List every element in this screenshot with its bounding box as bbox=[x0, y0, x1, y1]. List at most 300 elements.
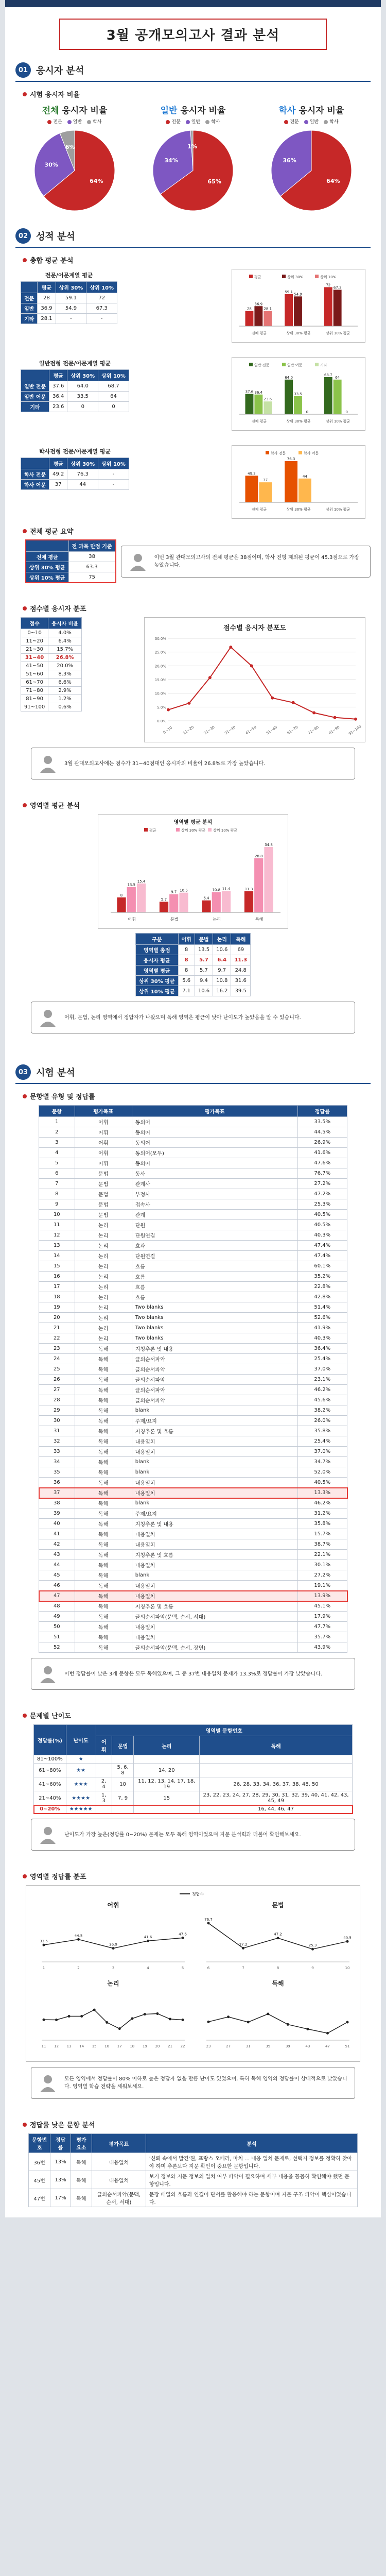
data-label: 54.9 bbox=[294, 292, 302, 297]
table-cell: 11 bbox=[39, 1220, 75, 1230]
table-row bbox=[39, 1426, 347, 1436]
x-tick-label: 15 bbox=[92, 2044, 97, 2048]
table-cell: 1 bbox=[39, 1117, 75, 1127]
table-cell: 독해 bbox=[75, 1436, 132, 1447]
data-label: 27.2 bbox=[239, 1942, 248, 1947]
table-caption: 전문/어문계열 평균 bbox=[45, 272, 93, 279]
x-tick-label: 21~30 bbox=[203, 725, 216, 736]
data-label: 64.0 bbox=[285, 375, 293, 380]
table-cell: 내용일치 bbox=[132, 1539, 297, 1550]
section-title: 응시자 분석 bbox=[36, 65, 84, 76]
pie-title bbox=[18, 103, 131, 116]
data-label: 6.4 bbox=[203, 896, 209, 901]
subsection-title: 영역별 정답률 분포 bbox=[23, 1871, 371, 1881]
table-row bbox=[39, 1529, 347, 1539]
x-tick-label: 21 bbox=[167, 2044, 172, 2048]
bar bbox=[294, 396, 302, 414]
subsection-title: 문항별 유형 및 정답률 bbox=[23, 1091, 371, 1101]
table-cell: 독해 bbox=[75, 1509, 132, 1519]
table-row bbox=[39, 1488, 347, 1498]
column-header: 어휘 bbox=[178, 934, 195, 945]
table-cell: 36 bbox=[39, 1478, 75, 1488]
table-row bbox=[39, 1436, 347, 1447]
table-cell: 37.6 bbox=[49, 381, 67, 392]
table-cell: 주제/요지 bbox=[132, 1416, 297, 1426]
table-cell: 내용일치 bbox=[132, 1529, 297, 1539]
table-cell: 15.7% bbox=[297, 1529, 347, 1539]
table-header-row bbox=[21, 618, 82, 629]
table-cell: 47.2% bbox=[297, 1189, 347, 1199]
column-header: 평가목표 bbox=[92, 2134, 146, 2153]
tick-label: 전체 평균 bbox=[251, 331, 267, 335]
table-row bbox=[39, 1622, 347, 1632]
table-cell: 19.1% bbox=[297, 1581, 347, 1591]
table-row bbox=[21, 703, 82, 711]
table-cell: 39.5 bbox=[231, 986, 251, 996]
pie-title bbox=[255, 103, 368, 116]
table-cell: 38 bbox=[68, 552, 115, 562]
table-cell: 7 bbox=[39, 1179, 75, 1189]
pie-svg bbox=[149, 127, 237, 214]
table-cell: 흐름 bbox=[132, 1272, 297, 1282]
column-header: 상위 30% bbox=[67, 458, 98, 469]
bar bbox=[137, 884, 146, 912]
table-cell: 8 bbox=[39, 1189, 75, 1199]
person-icon bbox=[38, 1007, 58, 1028]
legend-swatch bbox=[166, 120, 170, 124]
line-charts bbox=[26, 1885, 360, 2062]
table-header-row bbox=[26, 540, 116, 552]
data-label: 10.5 bbox=[180, 888, 188, 893]
data-point bbox=[43, 1944, 45, 1946]
table-cell: 독해 bbox=[75, 1632, 132, 1642]
pie-legend bbox=[136, 118, 250, 125]
table-cell: 관계사 bbox=[132, 1179, 297, 1189]
data-point bbox=[112, 1947, 115, 1950]
data-label: 49.2 bbox=[248, 471, 256, 476]
column-header bbox=[21, 458, 49, 469]
table-cell: 13.3% bbox=[297, 1488, 347, 1498]
table-cell: 6 bbox=[39, 1168, 75, 1179]
table-cell: 내용일치 bbox=[132, 1478, 297, 1488]
bar bbox=[264, 311, 272, 326]
table-cell: 54.9 bbox=[56, 303, 86, 314]
data-point bbox=[147, 1940, 149, 1942]
table-cell: 5.7 bbox=[195, 965, 213, 976]
legend-label: 학사 어문 bbox=[304, 451, 319, 455]
data-point bbox=[169, 2018, 171, 2020]
table-cell: 독해 bbox=[75, 1581, 132, 1591]
table-cell: 26.8% bbox=[48, 654, 82, 662]
table-cell: 글의순서파악(문맥, 순서, 서대) bbox=[92, 2189, 146, 2207]
data-label: 37 bbox=[263, 478, 268, 483]
tick-label: 논리 bbox=[213, 917, 221, 922]
table-cell: 40.5% bbox=[297, 1210, 347, 1220]
table-cell: 40.5% bbox=[297, 1220, 347, 1230]
table-cell: 글의순서파악 bbox=[132, 1385, 297, 1395]
data-label: 28.8 bbox=[254, 854, 263, 858]
x-tick-label: 10 bbox=[345, 1966, 350, 1970]
table-cell: 독해 bbox=[75, 1364, 132, 1375]
column-header: 상위 30% bbox=[56, 282, 86, 293]
table-cell: 32 bbox=[39, 1436, 75, 1447]
table-cell: 21 bbox=[39, 1323, 75, 1333]
table-cell bbox=[200, 1764, 353, 1777]
table-cell: 글의순서파악(문맥, 순서, 서대) bbox=[132, 1612, 297, 1622]
slice-label: 30% bbox=[44, 161, 58, 168]
column-header: 문항 bbox=[39, 1106, 75, 1117]
table-cell: blank bbox=[132, 1467, 297, 1478]
table-cell: 38.2% bbox=[297, 1405, 347, 1416]
bar bbox=[324, 287, 332, 326]
note-text: 이번 3월 관대모의고사의 전체 평균은 38점이며, 학사 전형 제외된 평균이 45.3점으로 가장 높았습니다. bbox=[154, 554, 359, 568]
table-row bbox=[26, 572, 116, 583]
table-cell: 37 bbox=[49, 480, 67, 490]
legend-swatch bbox=[315, 363, 319, 366]
table-cell: 5.6 bbox=[178, 976, 195, 986]
bar bbox=[117, 897, 126, 912]
table-cell: 52 bbox=[39, 1642, 75, 1653]
table-cell: 기타 bbox=[21, 314, 38, 324]
table-cell: 관계 bbox=[132, 1210, 297, 1220]
bar bbox=[212, 892, 221, 912]
column-header: 상위 10% bbox=[98, 458, 129, 469]
column-header: 응시자 비율 bbox=[48, 618, 82, 629]
table-cell: 36.9 bbox=[38, 303, 56, 314]
table-cell: 일반 어문 bbox=[21, 392, 49, 402]
table-cell: 51 bbox=[39, 1632, 75, 1642]
table-cell: ★★★★★ bbox=[66, 1805, 96, 1814]
table-cell: 22.8% bbox=[297, 1282, 347, 1292]
table-cell: 0~20% bbox=[34, 1805, 66, 1814]
slice-label: 1% bbox=[187, 143, 197, 150]
legend-swatch bbox=[284, 120, 288, 124]
column-header: 평가목표 bbox=[132, 1106, 297, 1117]
y-tick-label: 20.0% bbox=[154, 664, 166, 669]
area-chart bbox=[98, 814, 288, 929]
table-cell: 38.7% bbox=[297, 1539, 347, 1550]
bar bbox=[245, 394, 254, 414]
x-tick-label: 39 bbox=[285, 2044, 290, 2048]
summary-table bbox=[26, 540, 116, 583]
data-point bbox=[131, 2018, 133, 2020]
table-cell: 글의순서파악(문맥, 순서, 장면) bbox=[132, 1642, 297, 1653]
chart-title: 어휘 bbox=[107, 1902, 119, 1909]
data-point bbox=[354, 718, 357, 721]
table-cell: 어휘 bbox=[75, 1117, 132, 1127]
table-cell: 31 bbox=[39, 1426, 75, 1436]
bar bbox=[259, 482, 272, 502]
table-row bbox=[135, 986, 250, 996]
table-row bbox=[21, 381, 129, 392]
data-label: 15.4 bbox=[137, 879, 146, 884]
table-row bbox=[39, 1333, 347, 1344]
x-tick-label: 43 bbox=[305, 2044, 310, 2048]
section-header bbox=[15, 1064, 371, 1080]
table-row bbox=[21, 469, 129, 480]
table-cell: 38 bbox=[39, 1498, 75, 1509]
table-cell: 지칭추론 및 흐름 bbox=[132, 1550, 297, 1560]
note-text: 어휘, 문법, 논리 영역에서 정답자가 나왔으며 독해 영역은 평균이 낮아 난이도가 높았음을 알 수 있습니다. bbox=[64, 1014, 301, 1021]
table-cell: 8 bbox=[178, 965, 195, 976]
bar bbox=[254, 306, 262, 326]
bar-chart-1 bbox=[232, 269, 365, 343]
x-tick-label: 51~60 bbox=[266, 725, 278, 736]
section-divider bbox=[15, 81, 371, 82]
table-cell: 내용일치 bbox=[132, 1447, 297, 1457]
table-row bbox=[39, 1642, 347, 1653]
legend-entry: 전문 bbox=[47, 118, 62, 125]
table-cell: 상위 10% 평균 bbox=[135, 986, 178, 996]
table-row bbox=[39, 1344, 347, 1354]
table-cell: 독해 bbox=[75, 1529, 132, 1539]
table-cell: 29 bbox=[39, 1405, 75, 1416]
bar bbox=[294, 296, 302, 326]
table-cell: 동사 bbox=[132, 1168, 297, 1179]
data-label: 11.3 bbox=[244, 887, 253, 891]
bar-chart-3 bbox=[232, 445, 365, 519]
data-point bbox=[346, 1940, 349, 1943]
table-cell: 43 bbox=[39, 1550, 75, 1560]
table-cell: 논리 bbox=[75, 1230, 132, 1241]
column-header: 분석 bbox=[146, 2134, 357, 2153]
table-cell: 동의어 bbox=[132, 1127, 297, 1138]
table-cell bbox=[112, 1755, 134, 1764]
table-header-row bbox=[21, 458, 129, 469]
data-point bbox=[106, 2021, 108, 2024]
table-cell: 단원 bbox=[132, 1220, 297, 1230]
x-tick-label: 9 bbox=[311, 1966, 314, 1970]
table-cell: 글의순서파악 bbox=[132, 1395, 297, 1405]
table-cell: 독해 bbox=[71, 2189, 92, 2207]
table-cell: 독해 bbox=[75, 1395, 132, 1405]
table-cell: 47.4% bbox=[297, 1241, 347, 1251]
table-cell: 독해 bbox=[75, 1488, 132, 1498]
table-cell: 26.0% bbox=[297, 1416, 347, 1426]
data-point bbox=[311, 1948, 314, 1951]
tick-label: 상위 10% 평균 bbox=[326, 507, 350, 512]
column-header: 독해 bbox=[231, 934, 251, 945]
table-cell: 내용일치 bbox=[132, 1622, 297, 1632]
table-cell: 17.9% bbox=[297, 1612, 347, 1622]
table-cell: 52.6% bbox=[297, 1313, 347, 1323]
table-cell: 8 bbox=[178, 945, 195, 955]
table-row bbox=[26, 562, 116, 572]
table-cell: 41.6% bbox=[297, 1148, 347, 1158]
report-title: 3월 공개모의고사 결과 분석 bbox=[59, 19, 327, 50]
column-header: 어휘 bbox=[96, 1736, 112, 1755]
data-label: 26.9 bbox=[109, 1942, 117, 1947]
column-header: 상위 30% bbox=[67, 370, 98, 381]
table-cell: 영역별 평균 bbox=[135, 965, 178, 976]
data-point bbox=[312, 711, 315, 715]
table-row bbox=[21, 637, 82, 646]
table-row bbox=[39, 1189, 347, 1199]
data-label: 59.1 bbox=[285, 290, 293, 294]
table-cell: 문법 bbox=[75, 1199, 132, 1210]
table-cell: 2 bbox=[39, 1127, 75, 1138]
table-row bbox=[21, 654, 82, 662]
table-cell: ★★★ bbox=[66, 1777, 96, 1791]
table-row bbox=[39, 1509, 347, 1519]
table-cell: 19 bbox=[39, 1302, 75, 1313]
top-bar bbox=[5, 0, 381, 7]
data-point bbox=[93, 2009, 96, 2011]
table-cell: 33.5 bbox=[67, 392, 98, 402]
data-point bbox=[43, 2019, 45, 2021]
table-cell: 14 bbox=[39, 1251, 75, 1261]
data-point bbox=[68, 2015, 71, 2018]
table-cell: 22.1% bbox=[297, 1550, 347, 1560]
table-cell: Two blanks bbox=[132, 1302, 297, 1313]
data-label: 33.5 bbox=[294, 392, 302, 396]
x-tick-label: 18 bbox=[130, 2044, 135, 2048]
table-row bbox=[39, 1385, 347, 1395]
table-cell: 10 bbox=[39, 1210, 75, 1220]
note-distribution bbox=[31, 748, 355, 779]
table-cell: 5 bbox=[39, 1158, 75, 1168]
table-cell: 81~90 bbox=[21, 695, 48, 703]
y-tick-label: 0.0% bbox=[157, 719, 166, 723]
data-point bbox=[77, 1938, 80, 1941]
data-label: 9.7 bbox=[171, 890, 177, 894]
column-header bbox=[21, 370, 49, 381]
table-row bbox=[39, 1168, 347, 1179]
note-text: 이번 정답률이 낮은 3개 문항은 모두 독해였으며, 그 중 37번 내용일치 문제가 13.3%로 정답률이 가장 낮았습니다. bbox=[64, 1671, 322, 1677]
table-row bbox=[135, 955, 250, 965]
subsection-title: 영역별 평균 분석 bbox=[23, 800, 371, 810]
table-cell: '신뢰 속에서 발견'된, 프랑스 오페라, 마치 ... 내용 일치 문제로, 선택지 정보를 정확히 찾아야 하며 추론보다 지문 확인이 중요한 문항입니다. bbox=[146, 2153, 357, 2171]
table-row bbox=[135, 976, 250, 986]
table-cell: 31.6 bbox=[231, 976, 251, 986]
table-row bbox=[21, 679, 82, 687]
legend-swatch bbox=[282, 363, 286, 366]
chart-title: 영역별 평균 분석 bbox=[173, 820, 213, 825]
table-row bbox=[21, 646, 82, 654]
table-cell: 어휘 bbox=[75, 1127, 132, 1138]
table-cell: 독해 bbox=[75, 1375, 132, 1385]
table-row bbox=[34, 1755, 353, 1764]
score-table-3 bbox=[21, 457, 129, 490]
table-cell: 69 bbox=[231, 945, 251, 955]
table-cell: 23, 22, 23, 24, 27, 28, 29, 30, 31, 32, 39, 40, 41, 42, 43, 45, 49 bbox=[200, 1791, 353, 1805]
table-cell: 24.8 bbox=[231, 965, 251, 976]
table-cell: 독해 bbox=[75, 1354, 132, 1364]
table-cell: 논리 bbox=[75, 1241, 132, 1251]
table-row bbox=[29, 2189, 358, 2207]
table-cell: 16.2 bbox=[213, 986, 231, 996]
x-tick-label: 3 bbox=[112, 1966, 115, 1970]
column-header: 평가요소 bbox=[71, 2134, 92, 2153]
column-header: 정답률 bbox=[297, 1106, 347, 1117]
person-icon bbox=[38, 1824, 58, 1845]
section-exam bbox=[15, 1064, 371, 2207]
table-cell: 0 bbox=[67, 402, 98, 412]
table-cell: 37.0% bbox=[297, 1447, 347, 1457]
column-header: 평가목표 bbox=[75, 1106, 132, 1117]
person-icon bbox=[128, 551, 148, 572]
legend-entry: 전문 bbox=[166, 118, 180, 125]
table-cell: 20.0% bbox=[48, 662, 82, 670]
x-tick-label: 19 bbox=[142, 2044, 147, 2048]
table-cell: 10 bbox=[112, 1777, 134, 1791]
table-header-row bbox=[21, 282, 117, 293]
table-cell: 18 bbox=[39, 1292, 75, 1302]
tick-label: 문법 bbox=[170, 917, 179, 922]
table-cell: ★★ bbox=[66, 1764, 96, 1777]
legend-swatch bbox=[205, 120, 209, 124]
table-cell: 1.2% bbox=[48, 695, 82, 703]
data-point bbox=[306, 2028, 309, 2030]
note-text: 난이도가 가장 높은(정답률 0~20%) 문제는 모두 독해 영역이었으며 지문 분석력과 더불어 확인해보세요. bbox=[64, 1832, 301, 1838]
table-cell: 23.6 bbox=[49, 402, 67, 412]
x-tick-label: 71~80 bbox=[307, 725, 320, 736]
table-cell: 27.2% bbox=[297, 1179, 347, 1189]
table-cell: 문장 배열의 흐름과 연결어 단서를 활용해야 하는 문항이며 지문 구조 파악이 핵심이었습니다. bbox=[146, 2189, 357, 2207]
legend-swatch bbox=[186, 120, 190, 124]
table-cell: 41 bbox=[39, 1529, 75, 1539]
section-divider bbox=[15, 247, 371, 248]
bullet-icon bbox=[23, 2123, 27, 2127]
table-cell: 단원연결 bbox=[132, 1251, 297, 1261]
area-table bbox=[135, 933, 251, 996]
table-cell: 15 bbox=[134, 1791, 200, 1805]
table-cell: 49.2 bbox=[49, 469, 67, 480]
table-row bbox=[39, 1364, 347, 1375]
table-cell: 67.3 bbox=[86, 303, 117, 314]
bar bbox=[264, 847, 273, 912]
chart-title: 독해 bbox=[272, 1980, 284, 1987]
table-cell: 51.4% bbox=[297, 1302, 347, 1313]
legend-label: 기타 bbox=[320, 363, 327, 367]
question-table bbox=[39, 1105, 347, 1653]
column-header bbox=[21, 282, 38, 293]
table-cell: 41~50 bbox=[21, 662, 48, 670]
slice-label: 64% bbox=[90, 177, 103, 184]
table-cell: 16 bbox=[39, 1272, 75, 1282]
table-cell bbox=[134, 1805, 200, 1814]
table-row bbox=[135, 945, 250, 955]
table-cell: blank bbox=[132, 1405, 297, 1416]
data-point bbox=[271, 697, 274, 700]
data-point bbox=[247, 2021, 250, 2023]
table-row bbox=[34, 1805, 353, 1814]
table-cell: 47.6% bbox=[297, 1158, 347, 1168]
legend-swatch bbox=[67, 120, 72, 124]
table-cell: 6.4 bbox=[213, 955, 231, 965]
table-cell: 35.8% bbox=[297, 1519, 347, 1529]
table-cell: 45 bbox=[39, 1570, 75, 1581]
table-cell: 어휘 bbox=[75, 1138, 132, 1148]
legend-swatch bbox=[208, 828, 212, 832]
question-table-wrap bbox=[15, 1105, 371, 1653]
table-cell: 논리 bbox=[75, 1272, 132, 1282]
table-cell: 21~30 bbox=[21, 646, 48, 654]
table-cell: 91~100 bbox=[21, 703, 48, 711]
table-cell: 전문 bbox=[21, 293, 38, 303]
column-header: 평균 bbox=[49, 370, 67, 381]
x-tick-label: 11~20 bbox=[182, 725, 195, 736]
data-label: 36.9 bbox=[254, 302, 263, 307]
table-cell: 20 bbox=[39, 1313, 75, 1323]
column-header: 독해 bbox=[200, 1736, 353, 1755]
table-cell: 59.1 bbox=[56, 293, 86, 303]
table-row bbox=[21, 314, 117, 324]
series-line bbox=[168, 647, 356, 719]
y-tick-label: 10.0% bbox=[154, 691, 166, 696]
table-cell: 2.9% bbox=[48, 687, 82, 695]
x-tick-label: 20 bbox=[155, 2044, 160, 2048]
